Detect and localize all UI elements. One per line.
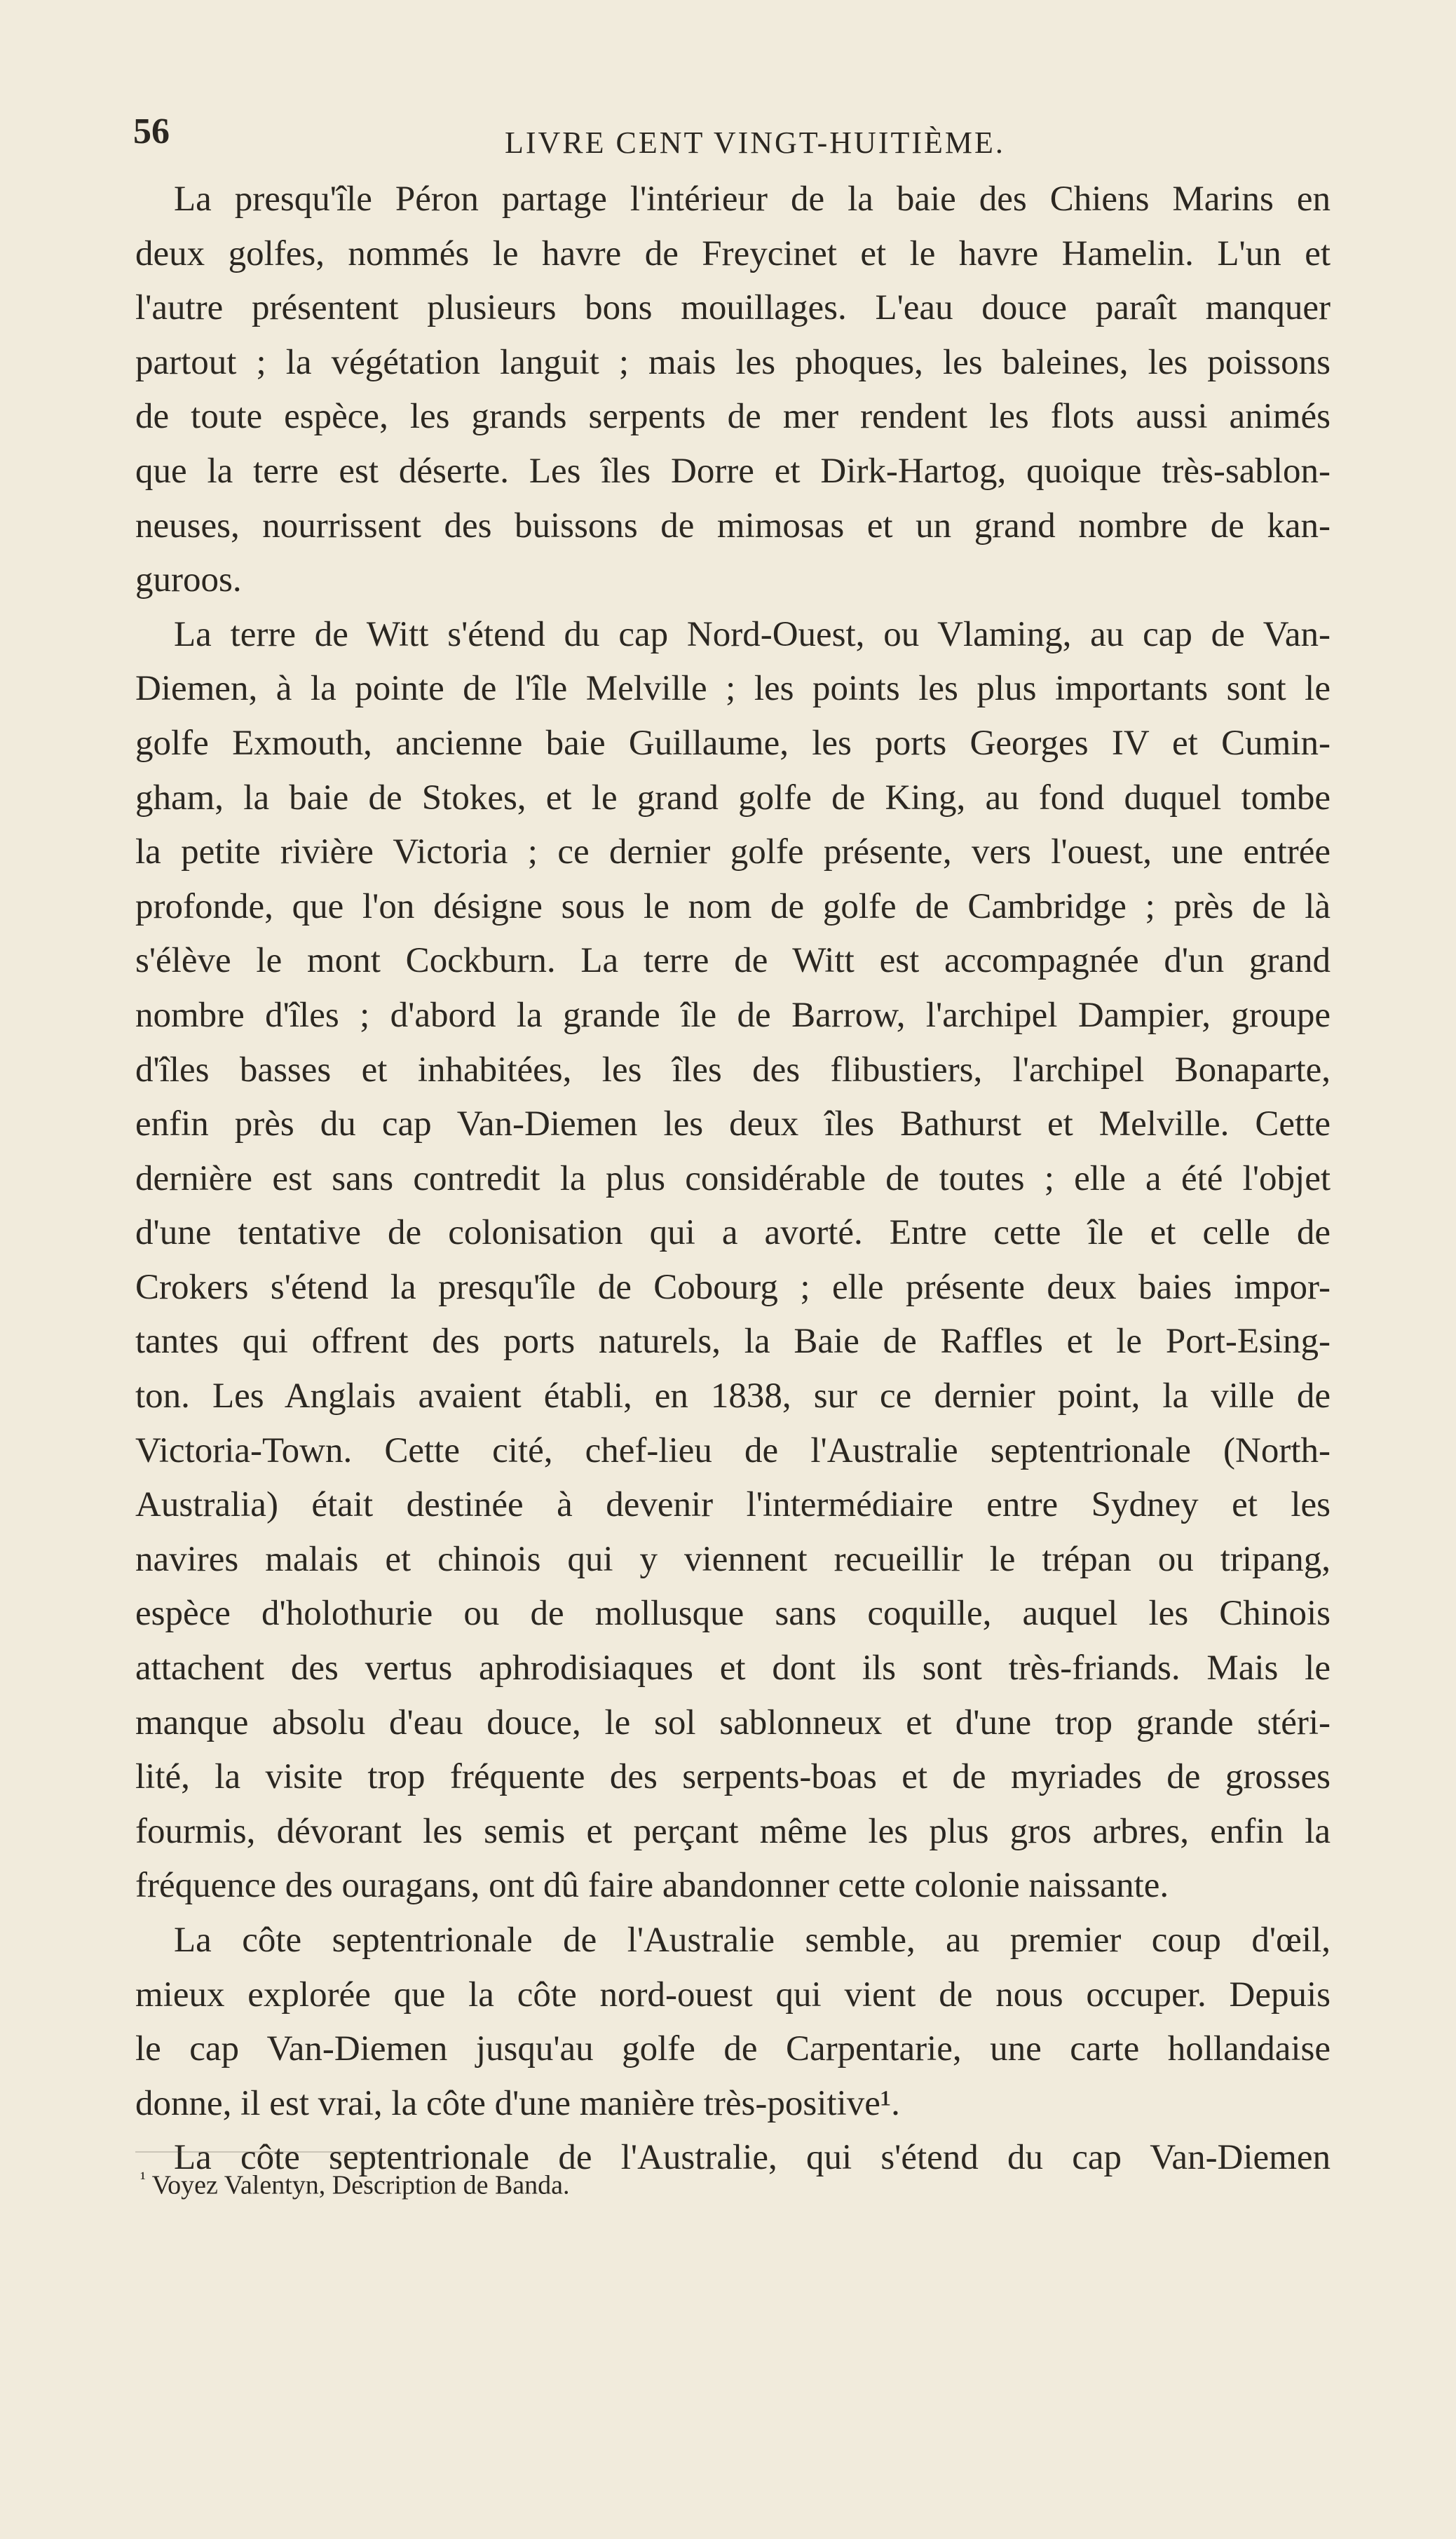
footnote-divider — [135, 2151, 388, 2153]
text-line: Victoria-Town. Cette cité, chef-lieu de l'Australie septentrionale (North- — [135, 1430, 1331, 1470]
text-line: La côte septentrionale de l'Australie, qui s'étend du cap Van-Diemen — [174, 2138, 1331, 2178]
text-line: fourmis, dévorant les semis et perçant même les plus gros arbres, enfin la — [135, 1811, 1331, 1851]
text-line: que la terre est déserte. Les îles Dorre et Dirk-Hartog, quoique très-sablon- — [135, 451, 1331, 491]
text-line: tantes qui offrent des ports naturels, la Baie de Raffles et le Port-Esing- — [135, 1322, 1331, 1362]
text-line: navires malais et chinois qui y viennent recueillir le trépan ou tripang, — [135, 1539, 1331, 1579]
text-line: attachent des vertus aphrodisiaques et dont ils sont très-friands. Mais le — [135, 1648, 1331, 1688]
text-line: ton. Les Anglais avaient établi, en 1838, sur ce dernier point, la ville de — [135, 1376, 1331, 1416]
text-line: golfe Exmouth, ancienne baie Guillaume, les ports Georges IV et Cumin- — [135, 723, 1331, 763]
text-line: La terre de Witt s'étend du cap Nord-Ouest, ou Vlaming, au cap de Van- — [174, 614, 1331, 654]
text-line: neuses, nourrissent des buissons de mimosas et un grand nombre de kan- — [135, 506, 1331, 546]
text-line: s'élève le mont Cockburn. La terre de Witt est accompagnée d'un grand — [135, 941, 1331, 981]
text-line: donne, il est vrai, la côte d'une manière très-positive¹. — [135, 2083, 900, 2123]
text-line: Australia) était destinée à devenir l'intermédiaire entre Sydney et les — [135, 1485, 1331, 1525]
text-line: La côte septentrionale de l'Australie semble, au premier coup d'œil, — [174, 1921, 1331, 1960]
page-number: 56 — [133, 111, 170, 151]
footnote — [140, 2161, 570, 2203]
text-line: lité, la visite trop fréquente des serpents-boas et de myriades de grosses — [135, 1757, 1331, 1797]
text-line: d'îles basses et inhabitées, les îles des flibustiers, l'archipel Bonaparte, — [135, 1050, 1331, 1090]
footnote-marker: ¹ — [140, 2168, 146, 2188]
text-line: manque absolu d'eau douce, le sol sablonneux et d'une trop grande stéri- — [135, 1702, 1331, 1742]
text-line: profonde, que l'on désigne sous le nom de golfe de Cambridge ; près de là — [135, 886, 1331, 926]
text-line: dernière est sans contredit la plus considérable de toutes ; elle a été l'objet — [135, 1158, 1331, 1198]
text-line: enfin près du cap Van-Diemen les deux îles Bathurst et Melville. Cette — [135, 1104, 1331, 1144]
text-line: la petite rivière Victoria ; ce dernier golfe présente, vers l'ouest, une entrée — [135, 832, 1331, 872]
text-line: l'autre présentent plusieurs bons mouillages. L'eau douce paraît manquer — [135, 288, 1331, 328]
text-line: fréquence des ouragans, ont dû faire abandonner cette colonie naissante. — [135, 1866, 1169, 1906]
text-line: d'une tentative de colonisation qui a avorté. Entre cette île et celle de — [135, 1213, 1331, 1253]
text-line: La presqu'île Péron partage l'intérieur de la baie des Chiens Marins en — [174, 180, 1331, 219]
footnote-text: Voyez Valentyn, Description de Banda. — [151, 2170, 570, 2200]
text-line: Diemen, à la pointe de l'île Melville ; les points les plus importants sont le — [135, 669, 1331, 709]
text-line: nombre d'îles ; d'abord la grande île de Barrow, l'archipel Dampier, groupe — [135, 995, 1331, 1035]
text-line: Crokers s'étend la presqu'île de Cobourg ; elle présente deux baies impor- — [135, 1267, 1331, 1307]
text-line: gham, la baie de Stokes, et le grand golfe de King, au fond duquel tombe — [135, 778, 1331, 818]
text-line: partout ; la végétation languit ; mais les phoques, les baleines, les poissons — [135, 342, 1331, 382]
body-text — [135, 172, 1331, 2186]
text-line: mieux explorée que la côte nord-ouest qui vient de nous occuper. Depuis — [135, 1975, 1331, 2015]
running-head: LIVRE CENT VINGT-HUITIÈME. — [505, 126, 1005, 160]
text-line: espèce d'holothurie ou de mollusque sans coquille, auquel les Chinois — [135, 1594, 1331, 1634]
text-line: de toute espèce, les grands serpents de mer rendent les flots aussi animés — [135, 397, 1331, 437]
text-line: le cap Van-Diemen jusqu'au golfe de Carpentarie, une carte hollandaise — [135, 2029, 1331, 2069]
text-line: deux golfes, nommés le havre de Freycinet et le havre Hamelin. L'un et — [135, 233, 1331, 273]
text-line: guroos. — [135, 560, 242, 600]
